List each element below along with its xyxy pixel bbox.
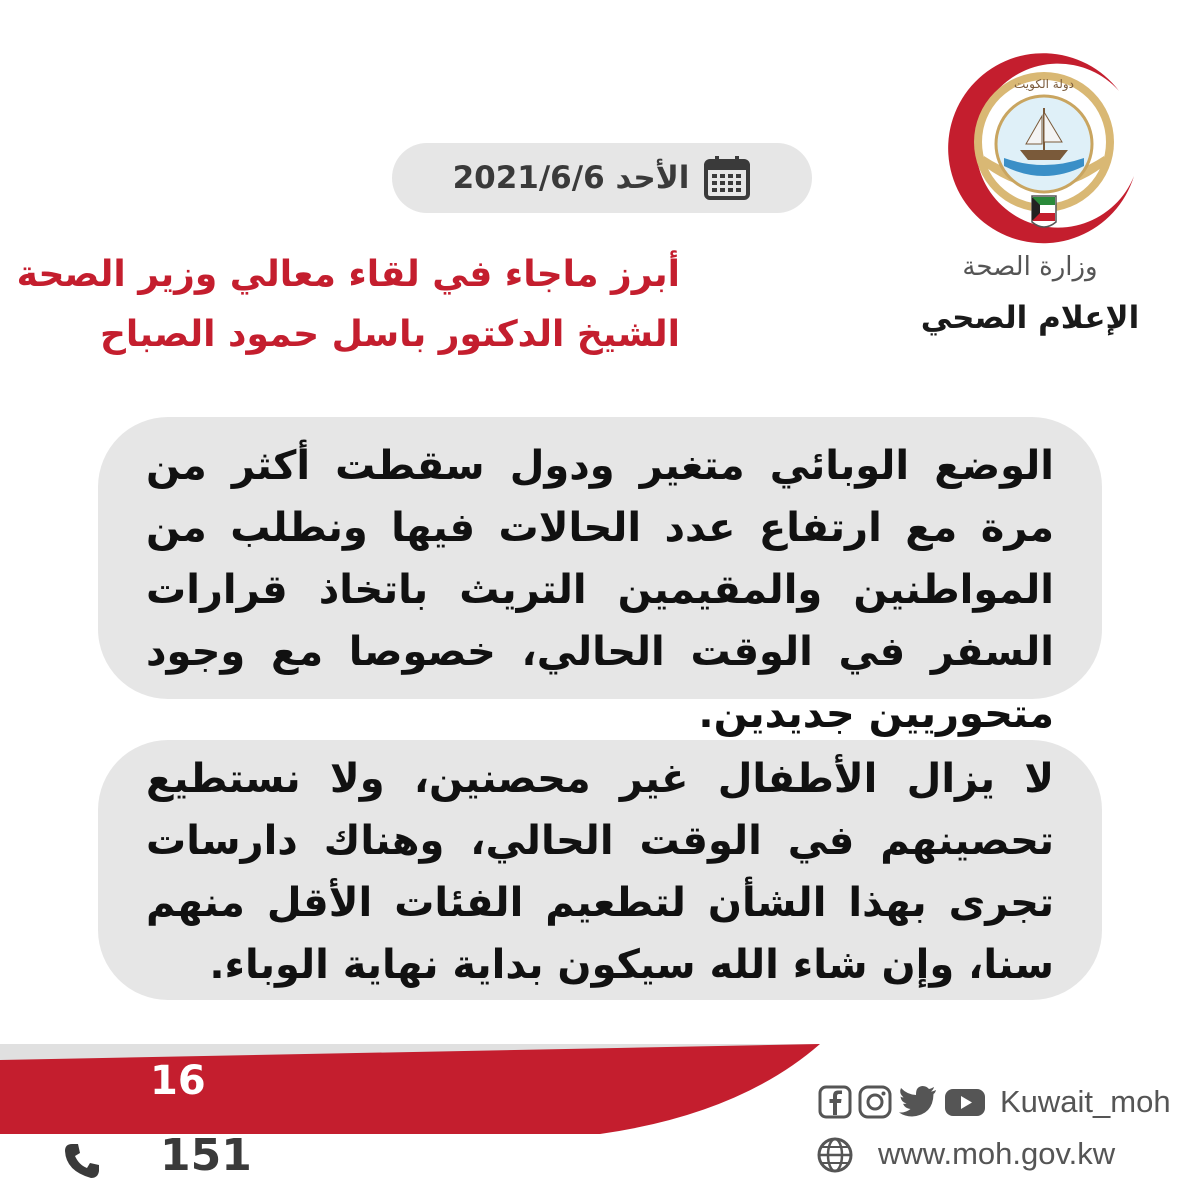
logo-text: دولة الكويت <box>1014 77 1074 91</box>
youtube-icon[interactable] <box>944 1085 986 1119</box>
ministry-name: وزارة الصحة <box>962 252 1098 282</box>
headline-line-1: أبرز ماجاء في لقاء معالي وزير الصحة <box>16 254 680 295</box>
website-link[interactable]: www.moh.gov.kw <box>878 1136 1116 1171</box>
footer-red-band <box>0 1044 820 1136</box>
quote-card-1 <box>98 417 1102 737</box>
calendar-icon <box>703 155 751 201</box>
quote-text-1: الوضع الوبائي متغير ودول سقطت أكثر من مرة مع ارتفاع عدد الحالات فيها ونطلب من المواطنين والمقيمين التريث باتخاذ قرارات السفر في الوقت الحالي، خصوصا مع وجود متحوريين جديدين. <box>146 443 1054 737</box>
headline-line-2: الشيخ الدكتور باسل حمود الصباح <box>99 314 680 355</box>
globe-icon <box>816 1136 854 1174</box>
social-icons <box>818 1085 986 1119</box>
facebook-icon[interactable] <box>818 1085 852 1119</box>
twitter-icon[interactable] <box>898 1085 938 1119</box>
hotline-number: 151 <box>160 1130 252 1181</box>
headline <box>0 245 680 365</box>
quote-text-2: لا يزال الأطفال غير محصنين، ولا نستطيع تحصينهم في الوقت الحالي، وهناك دارسات تجرى بهذا الشأن لتطعيم الفئات الأقل منهم سنا، وإن شاء الله سيكون بداية نهاية الوباء. <box>146 756 1054 988</box>
phone-icon <box>62 1141 102 1181</box>
date-badge <box>392 143 812 213</box>
department-name: الإعلام الصحي <box>920 300 1140 336</box>
quote-card-2 <box>98 740 1102 1000</box>
ministry-logo <box>944 46 1150 252</box>
social-handle[interactable]: Kuwait_moh <box>1000 1084 1171 1119</box>
date-text: الأحد 2021/6/6 <box>452 160 690 196</box>
instagram-icon[interactable] <box>858 1085 892 1119</box>
page-number: 16 <box>150 1058 206 1104</box>
